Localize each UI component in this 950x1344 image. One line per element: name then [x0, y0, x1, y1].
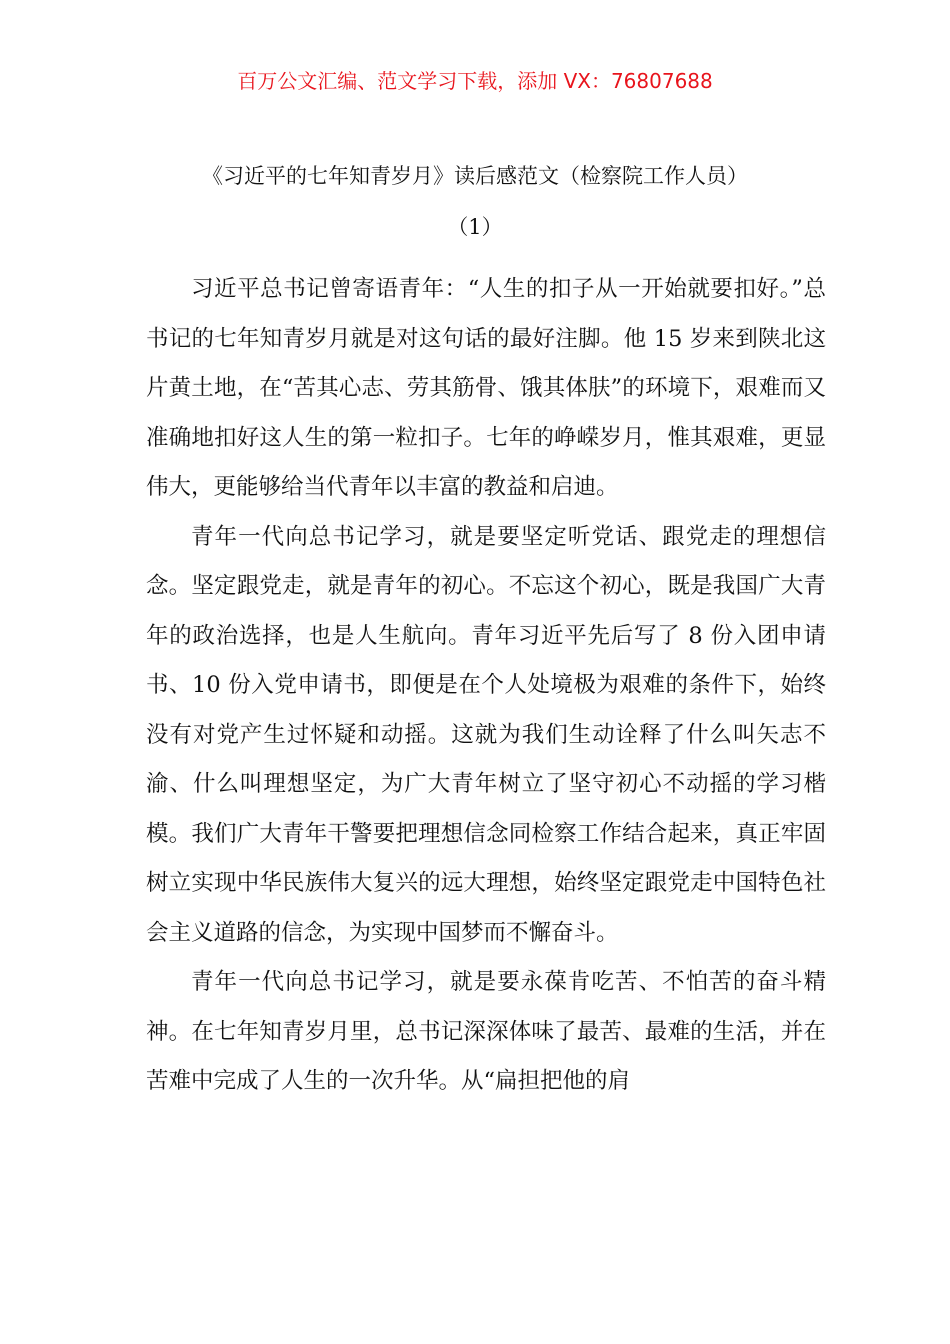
header-banner: 百万公文汇编、范文学习下载，添加 VX：76807688 [237, 69, 713, 93]
document-subtitle: （1） [447, 215, 503, 239]
paragraph-3: 青年一代向总书记学习，就是要永葆肯吃苦、不怕苦的奋斗精神。在七年知青岁月里，总书记深深体味了最苦、最难的生活，并在苦难中完成了人生的一次升华。从“扁担把他的肩 [146, 969, 826, 1094]
document-body [146, 265, 826, 1107]
paragraph-2: 青年一代向总书记学习，就是要坚定听党话、跟党走的理想信念。坚定跟党走，就是青年的初心。不忘这个初心，既是我国广大青年的政治选择，也是人生航向。青年习近平先后写了 8 份入团申请书、10 份入党申请书，即便是在个人处境极为艰难的条件下，始终没有对党产生过怀疑和动摇。这就为我们生动诠释了什么叫矢志不渝、什么叫理想坚定，为广大青年树立了坚守初心不动摇的学习楷模。我们广大青年干警要把理想信念同检察工作结合起来，真正牢固树立实现中华民族伟大复兴的远大理想，始终坚定跟党走中国特色社会主义道路的信念，为实现中国梦而不懈奋斗。 [146, 523, 826, 946]
paragraph-1: 习近平总书记曾寄语青年：“人生的扣子从一开始就要扣好。”总书记的七年知青岁月就是对这句话的最好注脚。他 15 岁来到陕北这片黄土地，在“苦其心志、劳其筋骨、饿其体肤”的环境下，艰难而又准确地扣好这人生的第一粒扣子。七年的峥嵘岁月，惟其艰难，更显伟大，更能够给当代青年以丰富的教益和启迪。 [146, 276, 826, 500]
document-title: 《习近平的七年知青岁月》读后感范文（检察院工作人员） [202, 164, 748, 188]
